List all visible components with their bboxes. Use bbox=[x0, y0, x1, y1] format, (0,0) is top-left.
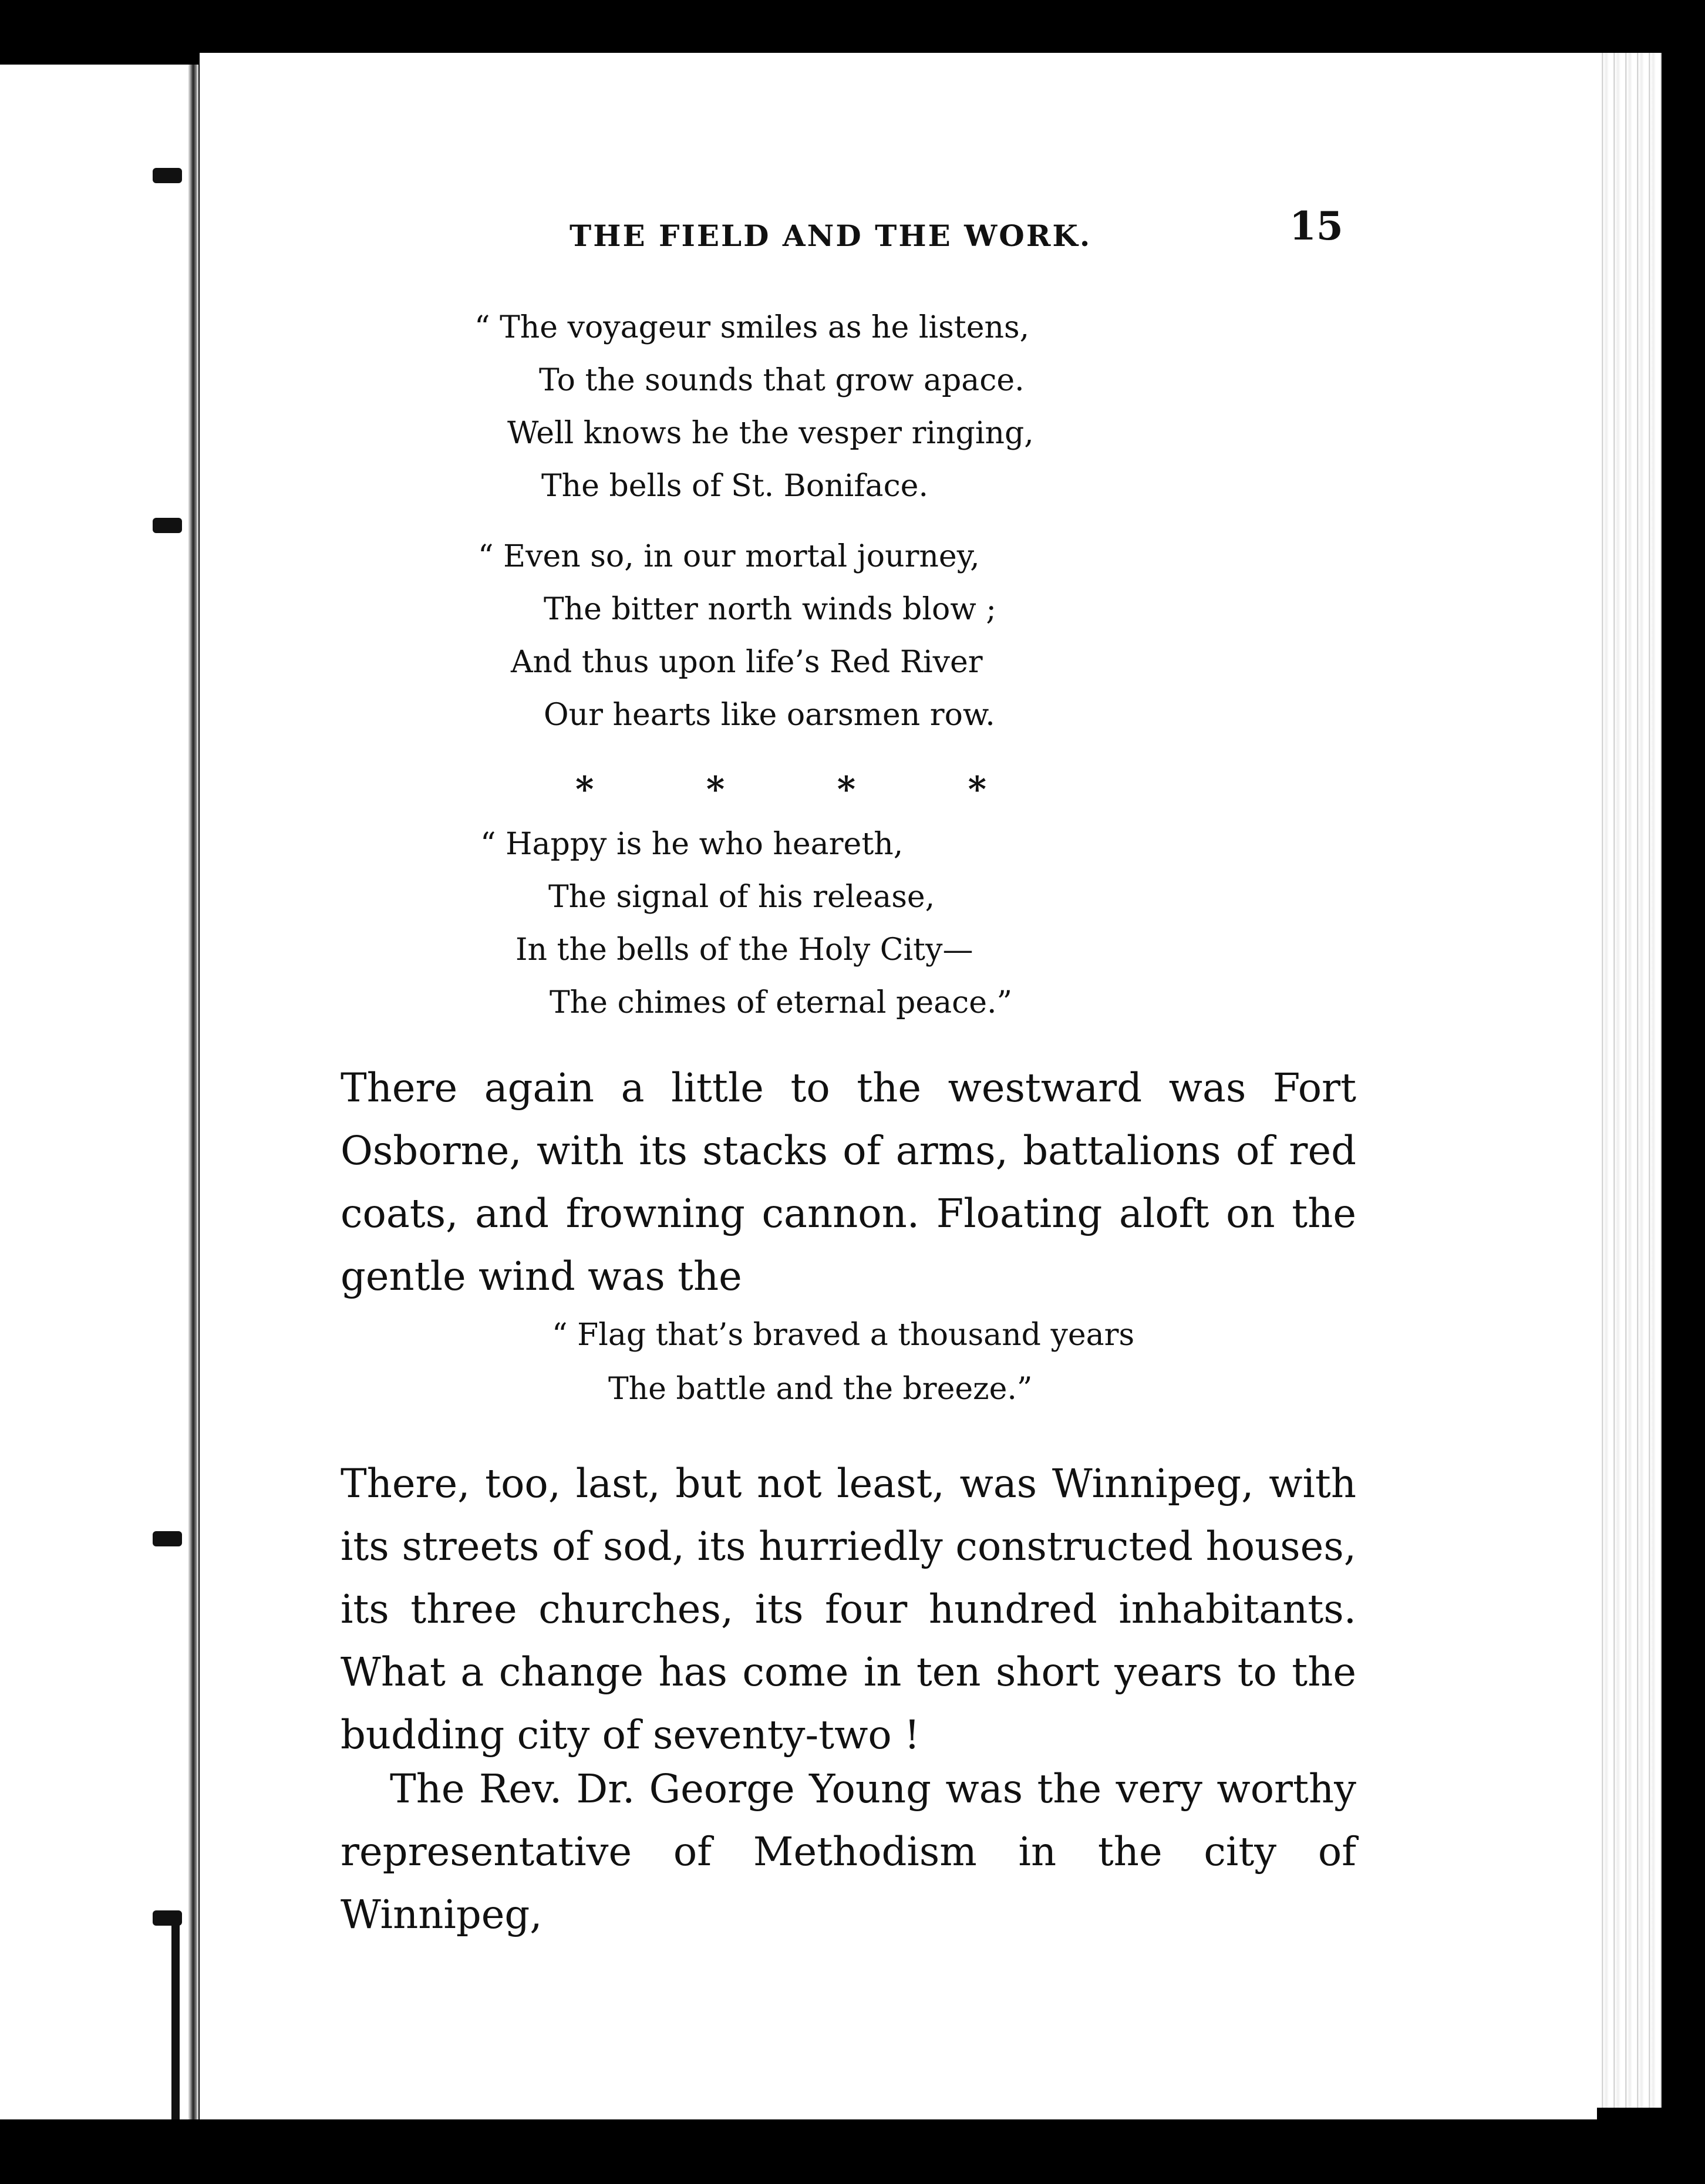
quote-line: The battle and the breeze.” bbox=[608, 1371, 1033, 1407]
asterisk: * bbox=[968, 769, 986, 810]
facing-page bbox=[0, 65, 194, 2119]
running-title: THE FIELD AND THE WORK. bbox=[570, 218, 1092, 253]
poem-line: And thus upon life’s Red River bbox=[511, 645, 983, 680]
binding-thread-mark bbox=[153, 518, 182, 533]
poem-line: “ Even so, in our mortal journey, bbox=[478, 539, 980, 574]
poem-line: The chimes of eternal peace.” bbox=[550, 985, 1013, 1020]
poem-line: “ The voyageur smiles as he listens, bbox=[474, 310, 1030, 345]
paragraph-text: The Rev. Dr. George Young was the very worthy representative of Methodism in the city of Winnipeg, bbox=[341, 1766, 1356, 1937]
poem-line: Well knows he the vesper ringing, bbox=[507, 416, 1034, 451]
poem-line: To the sounds that grow apace. bbox=[539, 363, 1025, 398]
binding-thread-mark bbox=[153, 168, 182, 183]
poem-line: The bitter north winds blow ; bbox=[544, 592, 996, 627]
poem-line: The bells of St. Boniface. bbox=[541, 469, 928, 504]
paragraph-text: There, too, last, but not least, was Winnipeg, with its streets of sod, its hurriedly constructed houses, its three churches, its four hundred inhabitants. What a change has come in ten short years to the budding city of seventy-two ! bbox=[341, 1461, 1356, 1758]
book-gutter bbox=[188, 65, 198, 2119]
poem-line: In the bells of the Holy City— bbox=[515, 932, 973, 968]
paragraph-text: There again a little to the westward was Fort Osborne, with its stacks of arms, battalions of red coats, and frowning cannon. Floating aloft on the gentle wind was the bbox=[341, 1065, 1356, 1299]
poem-line: The signal of his release, bbox=[548, 879, 935, 915]
page-number: 15 bbox=[1289, 203, 1343, 249]
poem-line: “ Happy is he who heareth, bbox=[480, 827, 904, 862]
paragraph bbox=[341, 1758, 1356, 1946]
asterisk: * bbox=[837, 769, 856, 810]
paragraph bbox=[341, 1452, 1356, 1767]
section-break bbox=[575, 769, 986, 810]
binding-thread bbox=[171, 1914, 180, 2119]
asterisk: * bbox=[575, 769, 594, 810]
binding-thread-mark bbox=[153, 1531, 182, 1546]
poem-line: Our hearts like oarsmen row. bbox=[544, 697, 995, 733]
paragraph bbox=[341, 1057, 1356, 1308]
page-edges bbox=[1597, 53, 1662, 2108]
asterisk: * bbox=[706, 769, 725, 810]
quote-line: “ Flag that’s braved a thousand years bbox=[552, 1317, 1135, 1353]
